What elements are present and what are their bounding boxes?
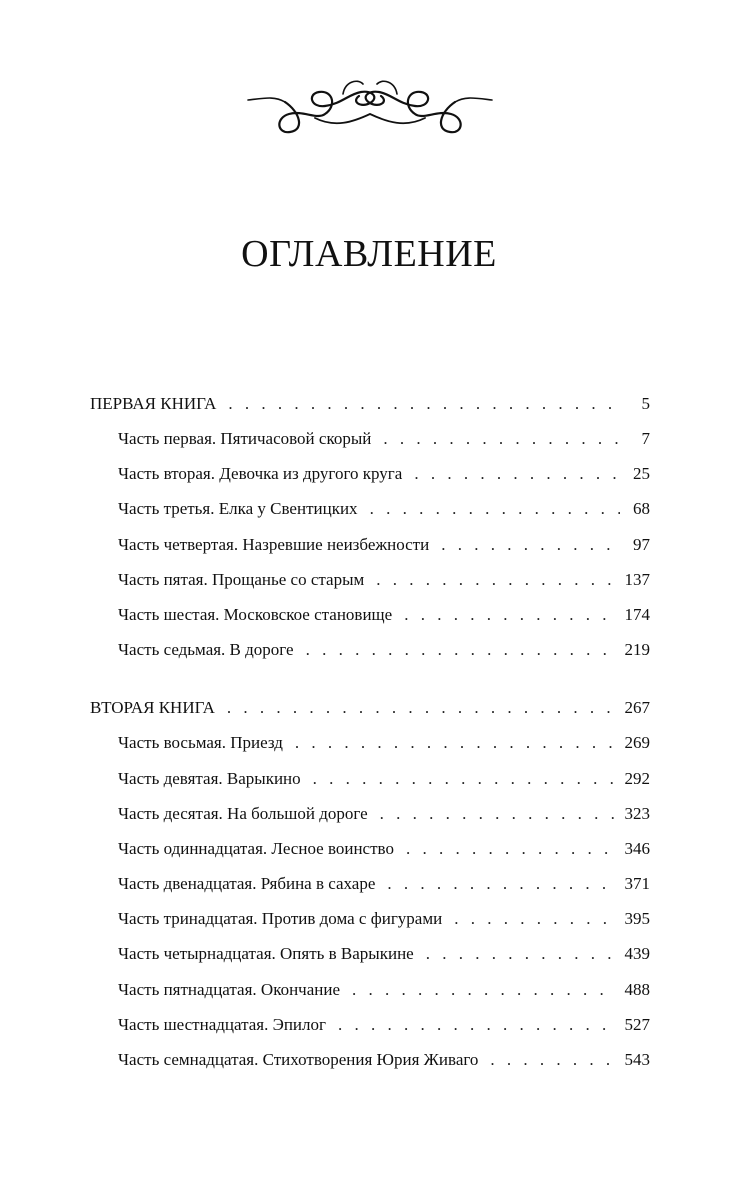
toc-part-label: Часть восьмая. Приезд bbox=[118, 733, 283, 753]
dot-leader bbox=[426, 936, 617, 971]
dot-leader bbox=[383, 421, 620, 456]
toc-part-label: Часть шестая. Московское становище bbox=[118, 604, 393, 624]
dot-leader bbox=[441, 527, 620, 562]
dot-leader bbox=[414, 456, 620, 491]
toc-part-label: Часть тринадцатая. Против дома с фигурами bbox=[118, 909, 443, 929]
toc-part-label: Часть десятая. На большой дороге bbox=[118, 803, 368, 823]
toc-part-row[interactable] bbox=[90, 421, 650, 456]
toc-page-number: 371 bbox=[624, 874, 650, 894]
toc-part-label: Часть четвертая. Назревшие неизбежности bbox=[118, 534, 430, 554]
dot-leader bbox=[490, 1042, 616, 1077]
toc-part-row[interactable] bbox=[90, 1042, 650, 1077]
toc-part-label: Часть четырнадцатая. Опять в Варыкине bbox=[118, 944, 414, 964]
toc-part-label: Часть пятая. Прощанье со старым bbox=[118, 569, 365, 589]
dot-leader bbox=[406, 831, 617, 866]
toc-part-label: Часть вторая. Девочка из другого круга bbox=[118, 464, 403, 484]
toc-book-row[interactable] bbox=[90, 386, 650, 421]
toc-page-number: 7 bbox=[641, 429, 650, 448]
page-title: ОГЛАВЛЕНИЕ bbox=[241, 233, 497, 275]
toc-page-number: 267 bbox=[624, 698, 650, 718]
toc-page-number: 137 bbox=[624, 569, 650, 589]
dot-leader bbox=[370, 491, 620, 526]
toc-page-number: 5 bbox=[641, 394, 650, 413]
toc-page-number: 527 bbox=[624, 1014, 650, 1034]
toc-part-row[interactable] bbox=[90, 1007, 650, 1042]
toc-page-number: 395 bbox=[624, 909, 650, 929]
toc-part-row[interactable] bbox=[90, 491, 650, 526]
toc-part-label: Часть седьмая. В дороге bbox=[118, 640, 294, 660]
toc-page-number: 543 bbox=[624, 1050, 650, 1069]
toc-page-number: 269 bbox=[624, 733, 650, 753]
dot-leader bbox=[404, 597, 616, 632]
toc-part-row[interactable] bbox=[90, 527, 650, 562]
toc-part-label: Часть одиннадцатая. Лесное воинство bbox=[118, 838, 394, 858]
toc-part-row[interactable] bbox=[90, 901, 650, 936]
toc-part-row[interactable] bbox=[90, 597, 650, 632]
toc-page-number: 97 bbox=[633, 534, 650, 554]
toc-book-label: ВТОРАЯ КНИГА bbox=[90, 698, 215, 718]
dot-leader bbox=[380, 796, 617, 831]
toc-part-label: Часть семнадцатая. Стихотворения Юрия Живаго bbox=[118, 1050, 479, 1069]
toc-part-label: Часть шестнадцатая. Эпилог bbox=[118, 1014, 326, 1034]
toc-part-row[interactable] bbox=[90, 972, 650, 1007]
toc-book-label: ПЕРВАЯ КНИГА bbox=[90, 394, 217, 413]
dot-leader bbox=[295, 725, 617, 760]
toc-part-row[interactable] bbox=[90, 796, 650, 831]
toc-page-number: 439 bbox=[624, 944, 650, 964]
toc-part-row[interactable] bbox=[90, 866, 650, 901]
dot-leader bbox=[352, 972, 616, 1007]
dot-leader bbox=[338, 1007, 617, 1042]
toc-part-label: Часть двенадцатая. Рябина в сахаре bbox=[118, 874, 376, 894]
toc-page-number: 25 bbox=[633, 464, 650, 484]
toc-part-row[interactable] bbox=[90, 562, 650, 597]
toc-part-row[interactable] bbox=[90, 936, 650, 971]
toc-page-number: 219 bbox=[624, 640, 650, 660]
toc-part-label: Часть пятнадцатая. Окончание bbox=[118, 979, 341, 999]
toc-page-number: 323 bbox=[624, 803, 650, 823]
toc-part-label: Часть девятая. Варыкино bbox=[118, 768, 301, 788]
dot-leader bbox=[387, 866, 616, 901]
toc-page-number: 68 bbox=[633, 499, 650, 519]
dot-leader bbox=[228, 386, 620, 421]
toc-page-number: 292 bbox=[624, 768, 650, 788]
toc-part-row[interactable] bbox=[90, 831, 650, 866]
toc-part-row[interactable] bbox=[90, 456, 650, 491]
toc-part-row[interactable] bbox=[90, 632, 650, 667]
dot-leader bbox=[306, 632, 617, 667]
toc-page-number: 488 bbox=[624, 979, 650, 999]
table-of-contents bbox=[90, 386, 650, 1100]
book-section-first bbox=[90, 386, 650, 667]
book-section-second bbox=[90, 690, 650, 1077]
dot-leader bbox=[313, 761, 617, 796]
toc-page-number: 346 bbox=[624, 838, 650, 858]
toc-part-row[interactable] bbox=[90, 725, 650, 760]
toc-book-row[interactable] bbox=[90, 690, 650, 725]
dot-leader bbox=[376, 562, 616, 597]
toc-page-number: 174 bbox=[624, 604, 650, 624]
toc-part-label: Часть первая. Пятичасовой скорый bbox=[118, 429, 372, 448]
toc-part-row[interactable] bbox=[90, 761, 650, 796]
dot-leader bbox=[227, 690, 617, 725]
flourish-ornament-icon bbox=[245, 72, 495, 138]
dot-leader bbox=[454, 901, 616, 936]
toc-part-label: Часть третья. Елка у Свентицких bbox=[118, 499, 358, 519]
